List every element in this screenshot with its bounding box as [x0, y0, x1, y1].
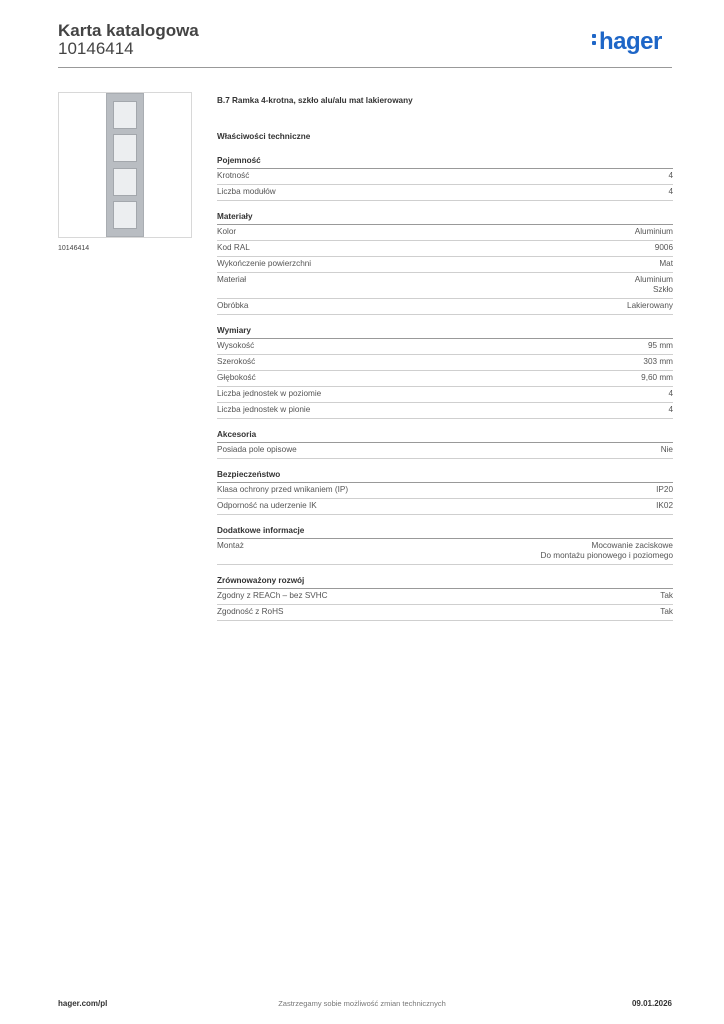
- logo-dots-icon: [592, 28, 597, 45]
- spec-value: [659, 259, 673, 269]
- spec-row: [217, 339, 673, 355]
- header-divider: [58, 67, 672, 68]
- spec-label: Liczba jednostek w poziomie: [217, 389, 322, 398]
- spec-group-title: Materiały: [217, 212, 673, 225]
- spec-row: [217, 257, 673, 273]
- spec-value-line: Aluminium: [634, 275, 673, 284]
- spec-value: [656, 485, 673, 495]
- document-code: 10146414: [58, 39, 134, 58]
- spec-group-title: Wymiary: [217, 326, 673, 339]
- spec-group: [217, 156, 673, 201]
- spec-value-line: Nie: [660, 445, 673, 454]
- product-image-caption: 10146414: [58, 245, 90, 252]
- spec-row: [217, 273, 673, 299]
- spec-value: [655, 243, 673, 253]
- spec-value: [648, 341, 673, 351]
- spec-group: [217, 326, 673, 419]
- spec-value-line: Tak: [660, 607, 673, 616]
- spec-value: [668, 187, 673, 197]
- spec-group: [217, 212, 673, 315]
- spec-label: Liczba modułów: [217, 187, 276, 196]
- spec-row: [217, 241, 673, 257]
- spec-row: [217, 355, 673, 371]
- spec-value-line: 9006: [654, 243, 673, 252]
- spec-value-line: Mocowanie zaciskowe: [591, 541, 673, 550]
- spec-row: [217, 225, 673, 241]
- spec-row: [217, 605, 673, 621]
- spec-value: [541, 541, 673, 561]
- section-heading: Właściwości techniczne: [217, 132, 311, 141]
- spec-label: Posiada pole opisowe: [217, 445, 297, 454]
- spec-value-line: IK02: [656, 501, 673, 510]
- spec-group-title: Zrównoważony rozwój: [217, 576, 673, 589]
- spec-value-line: 4: [668, 389, 673, 398]
- spec-value: [660, 591, 673, 601]
- spec-row: [217, 483, 673, 499]
- spec-content: [217, 96, 673, 632]
- spec-row: [217, 387, 673, 403]
- spec-value-line: 4: [668, 405, 673, 414]
- spec-label: Głębokość: [217, 373, 256, 382]
- spec-row: [217, 589, 673, 605]
- spec-value: [668, 389, 673, 399]
- spec-row: [217, 185, 673, 201]
- footer-website: hager.com/pl: [58, 999, 108, 1008]
- spec-label: Kolor: [217, 227, 237, 236]
- spec-value-line: 4: [668, 171, 673, 180]
- spec-groups: [217, 156, 673, 621]
- spec-value: [656, 501, 673, 511]
- frame-window: [113, 168, 137, 196]
- spec-value-line: 303 mm: [643, 357, 673, 366]
- spec-value-line: Tak: [660, 591, 673, 600]
- spec-value-line: 9,60 mm: [641, 373, 673, 382]
- logo-text: hager: [599, 28, 662, 55]
- spec-label: Szerokość: [217, 357, 256, 366]
- spec-group-title: Dodatkowe informacje: [217, 526, 673, 539]
- spec-value: [627, 301, 673, 311]
- spec-row: [217, 371, 673, 387]
- spec-value: [641, 373, 673, 383]
- spec-group-title: Bezpieczeństwo: [217, 470, 673, 483]
- spec-label: Obróbka: [217, 301, 249, 310]
- spec-label: Liczba jednostek w pionie: [217, 405, 311, 414]
- spec-value-line: Aluminium: [634, 227, 673, 236]
- spec-value: [661, 445, 673, 455]
- spec-label: Kod RAL: [217, 243, 250, 252]
- spec-group: [217, 470, 673, 515]
- spec-group: [217, 430, 673, 459]
- spec-value-line: IP20: [656, 485, 673, 494]
- spec-label: Krotność: [217, 171, 250, 180]
- spec-value: [643, 357, 673, 367]
- spec-value: [668, 171, 673, 181]
- spec-row: [217, 403, 673, 419]
- spec-group: [217, 526, 673, 565]
- spec-label: Zgodność z RoHS: [217, 607, 284, 616]
- product-image: [58, 92, 192, 238]
- spec-value: [635, 227, 673, 237]
- spec-value: [660, 607, 673, 617]
- spec-row: [217, 539, 673, 565]
- spec-value: [668, 405, 673, 415]
- spec-value-line: Mat: [659, 259, 673, 268]
- spec-group-title: Akcesoria: [217, 430, 673, 443]
- spec-row: [217, 299, 673, 315]
- spec-value: [635, 275, 673, 295]
- spec-value-line: 95 mm: [647, 341, 673, 350]
- document-title: Karta katalogowa: [58, 21, 199, 40]
- frame-window: [113, 201, 137, 229]
- spec-group-title: Pojemność: [217, 156, 673, 169]
- frame-window: [113, 101, 137, 129]
- spec-label: Wysokość: [217, 341, 255, 350]
- frame-4-gang-icon: [106, 93, 144, 237]
- spec-value-line: Lakierowany: [627, 301, 673, 310]
- spec-label: Zgodny z REACh – bez SVHC: [217, 591, 328, 600]
- spec-label: Materiał: [217, 275, 247, 284]
- spec-value-line: Do montażu pionowego i poziomego: [540, 551, 673, 560]
- spec-row: [217, 499, 673, 515]
- spec-label: Odporność na uderzenie IK: [217, 501, 317, 510]
- hager-logo: [592, 28, 662, 56]
- spec-label: Montaż: [217, 541, 244, 550]
- footer-note: Zastrzegamy sobie możliwość zmian technicznych: [278, 999, 446, 1008]
- spec-group: [217, 576, 673, 621]
- spec-label: Klasa ochrony przed wnikaniem (IP): [217, 485, 349, 494]
- spec-row: [217, 443, 673, 459]
- spec-label: Wykończenie powierzchni: [217, 259, 312, 268]
- spec-value-line: Szkło: [652, 285, 673, 294]
- product-title: B.7 Ramka 4-krotna, szkło alu/alu mat lakierowany: [217, 96, 413, 105]
- spec-row: [217, 169, 673, 185]
- frame-window: [113, 134, 137, 162]
- footer-date: 09.01.2026: [631, 999, 672, 1008]
- spec-value-line: 4: [668, 187, 673, 196]
